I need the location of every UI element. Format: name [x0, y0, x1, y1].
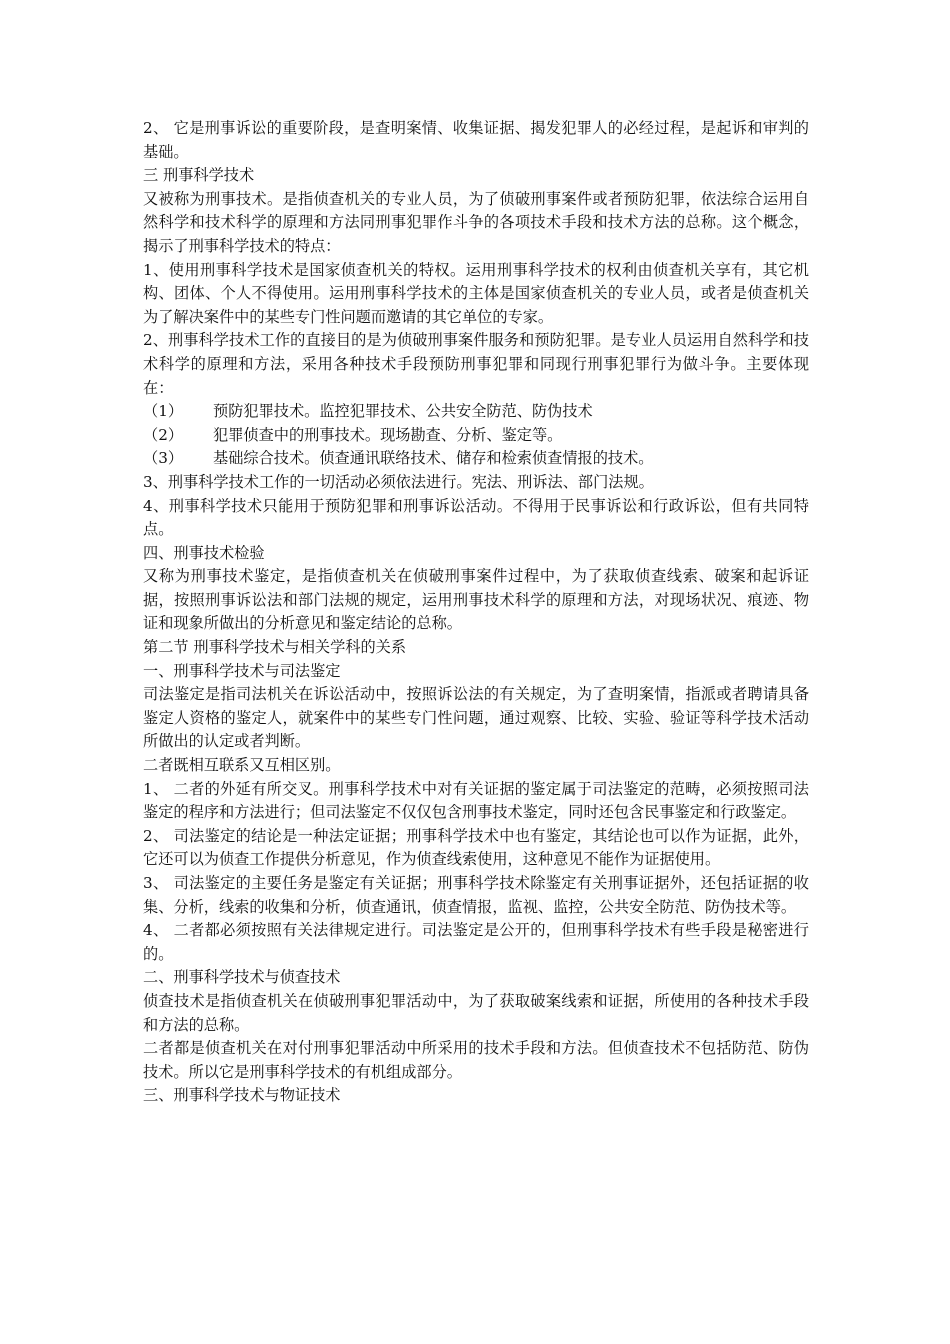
section-heading: 一、刑事科学技术与司法鉴定 [143, 661, 341, 680]
paragraph: 3、 司法鉴定的主要任务是鉴定有关证据；刑事科学技术除鉴定有关刑事证据外，还包括证据的收集、分析，线索的收集和分析，侦查通讯，侦查情报，监视、监控，公共安全防范、防伪技术等。 [143, 874, 809, 916]
paragraph: 又称为刑事技术鉴定，是指侦查机关在侦破刑事案件过程中，为了获取侦查线索、破案和起诉证据，按照刑事诉讼法和部门法规的规定，运用刑事技术科学的原理和方法，对现场状况、痕迹、物证和现象所做出的分析意见和鉴定结论的总称。 [143, 567, 809, 633]
paragraph: 2、 它是刑事诉讼的重要阶段，是查明案情、收集证据、揭发犯罪人的必经过程，是起诉和审判的基础。 [143, 119, 809, 161]
list-number: （1） [143, 402, 184, 421]
paragraph: 2、 司法鉴定的结论是一种法定证据；刑事科学技术中也有鉴定，其结论也可以作为证据，此外，它还可以为侦查工作提供分析意见，作为侦查线索使用，这种意见不能作为证据使用。 [143, 826, 809, 869]
list-number: （2） [143, 425, 184, 444]
paragraph: 二者既相互联系又互相区别。 [143, 756, 341, 775]
list-item [143, 447, 809, 471]
paragraph: 侦查技术是指侦查机关在侦破刑事犯罪活动中，为了获取破案线索和证据，所使用的各种技术手段和方法的总称。 [143, 991, 809, 1034]
paragraph: 二者都是侦查机关在对付刑事犯罪活动中所采用的技术手段和方法。但侦查技术不包括防范、防伪技术。所以它是刑事科学技术的有机组成部分。 [143, 1039, 809, 1081]
list-item [143, 424, 809, 448]
paragraph: 又被称为刑事技术。是指侦查机关的专业人员，为了侦破刑事案件或者预防犯罪，依法综合运用自然科学和技术科学的原理和方法同刑事犯罪作斗争的各项技术手段和技术方法的总称。这个概念，揭示了刑事科学技术的特点： [143, 189, 809, 255]
document-body [143, 117, 809, 1108]
section-heading: 第二节 刑事科学技术与相关学科的关系 [143, 638, 407, 657]
paragraph: 3、刑事科学技术工作的一切活动必须依法进行。宪法、刑诉法、部门法规。 [143, 472, 654, 491]
list-text: 犯罪侦查中的刑事技术。现场勘查、分析、鉴定等。 [213, 425, 563, 444]
section-heading: 二、刑事科学技术与侦查技术 [143, 968, 341, 987]
list-number: （3） [143, 449, 184, 468]
paragraph: 1、使用刑事科学技术是国家侦查机关的特权。运用刑事科学技术的权利由侦查机关享有，其它机构、团体、个人不得使用。运用刑事科学技术的主体是国家侦查机关的专业人员，或者是侦查机关为了解决案件中的某些专门性问题而邀请的其它单位的专家。 [143, 260, 809, 326]
list-text: 基础综合技术。侦查通讯联络技术、储存和检索侦查情报的技术。 [213, 449, 654, 468]
section-heading: 四、刑事技术检验 [143, 543, 265, 562]
paragraph: 1、 二者的外延有所交叉。刑事科学技术中对有关证据的鉴定属于司法鉴定的范畴，必须按照司法鉴定的程序和方法进行；但司法鉴定不仅仅包含刑事技术鉴定，同时还包含民事鉴定和行政鉴定。 [143, 779, 809, 822]
paragraph: 4、 二者都必须按照有关法律规定进行。司法鉴定是公开的，但刑事科学技术有些手段是秘密进行的。 [143, 921, 809, 963]
section-heading: 三 刑事科学技术 [143, 166, 255, 185]
paragraph: 4、刑事科学技术只能用于预防犯罪和刑事诉讼活动。不得用于民事诉讼和行政诉讼，但有共同特点。 [143, 496, 809, 539]
section-heading: 三、刑事科学技术与物证技术 [143, 1086, 341, 1105]
list-text: 预防犯罪技术。监控犯罪技术、公共安全防范、防伪技术 [213, 402, 593, 421]
list-item [143, 400, 809, 424]
paragraph: 2、刑事科学技术工作的直接目的是为侦破刑事案件服务和预防犯罪。是专业人员运用自然科学和技术科学的原理和方法，采用各种技术手段预防刑事犯罪和同现行刑事犯罪行为做斗争。主要体现在： [143, 331, 809, 397]
paragraph: 司法鉴定是指司法机关在诉讼活动中，按照诉讼法的有关规定，为了查明案情，指派或者聘请具备鉴定人资格的鉴定人，就案件中的某些专门性问题，通过观察、比较、实验、验证等科学技术活动所做出的认定或者判断。 [143, 685, 809, 751]
